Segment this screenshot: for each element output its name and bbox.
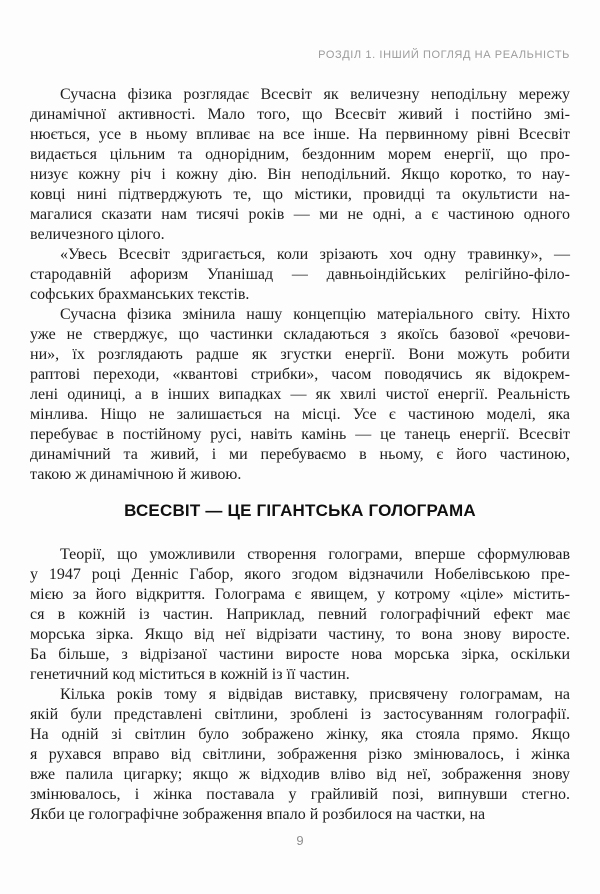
body-text	[30, 85, 570, 825]
text-line: динамічний та живий, і ми перебуваємо в ньому, є його частиною,	[30, 446, 570, 463]
text-line: такою ж динамічною й живою.	[30, 466, 242, 483]
text-line: вже палила цигарку; якщо ж відходив вліво від неї, зображення знову	[30, 766, 570, 783]
text-line: На одній зі світлин було зображено жінку, яка стояла прямо. Якщо	[30, 726, 570, 743]
text-line: нюється, усе в ньому впливає на все інше. На первинному рівні Всесвіт	[30, 126, 570, 143]
text-block-after-heading	[30, 545, 570, 825]
text-line: динамічної активності. Мало того, що Всесвіт живий і постійно змі-	[30, 106, 570, 123]
text-line: якій були представлені світлини, зроблені із застосуванням голографії.	[30, 706, 570, 723]
paragraph	[30, 685, 570, 825]
text-line: низує кожну річ і кожну дію. Він неподільний. Якщо коротко, то нау-	[30, 166, 570, 183]
text-line: магалися сказати нам тисячі років — ми не одні, а є частиною одного	[30, 206, 570, 223]
text-line: у 1947 році Денніс Габор, якого згодом відзначили Нобелівською пре-	[30, 566, 570, 583]
paragraph	[30, 545, 570, 685]
text-line: стародавній афоризм Упанішад — давньоіндійських релігійно-філо-	[30, 266, 570, 283]
running-head: РОЗДІЛ 1. ІНШИЙ ПОГЛЯД НА РЕАЛЬНІСТЬ	[318, 49, 570, 61]
text-line: «Увесь Всесвіт здригається, коли зрізають хоч одну травинку», —	[60, 246, 570, 263]
text-line: змінювалось, і жінка поставала у грайливій позі, випнувши стегно.	[30, 786, 570, 803]
text-line: ни», їх розглядають радше як згустки енергії. Вони можуть робити	[30, 346, 570, 363]
paragraph	[30, 85, 570, 245]
text-line: я рухався вправо від світлини, зображення різко змінювалось, і жінка	[30, 746, 570, 763]
paragraph	[30, 245, 570, 305]
text-line: лені одиниці, а в інших випадках — як хвилі чистої енергії. Реальність	[30, 386, 570, 403]
text-line: Сучасна фізика розглядає Всесвіт як величезну неподільну мережу	[60, 86, 570, 103]
text-line: софських брахманських текстів.	[30, 286, 250, 303]
section-heading: ВСЕСВІТ — ЦЕ ГІГАНТСЬКА ГОЛОГРАМА	[124, 501, 476, 520]
text-line: Сучасна фізика змінила нашу концепцію матеріального світу. Ніхто	[60, 306, 570, 323]
text-line: генетичний код міститься в кожній із її частин.	[30, 666, 350, 683]
text-line: Теорії, що уможливили створення голограми, вперше сформулював	[60, 546, 570, 563]
text-line: ся в кожній із частин. Наприклад, певний голографічний ефект має	[30, 606, 570, 623]
text-line: раптові переходи, «квантові стрибки», часом поводячись як відокрем-	[30, 366, 570, 383]
text-line: мією за його відкриття. Голограма є явищем, у котрому «ціле» містить-	[30, 586, 570, 603]
text-line: Кілька років тому я відвідав виставку, присвячену голограмам, на	[60, 686, 570, 703]
text-line: ковці нині підтверджують те, що містики, провидці та окультисти на-	[30, 186, 570, 203]
text-line: мінлива. Ніщо не залишається на місці. Усе є частиною моделі, яка	[30, 406, 570, 423]
text-line: величезного цілого.	[30, 226, 165, 243]
text-line: перебуває в постійному русі, навіть камінь — це танець енергії. Всесвіт	[30, 426, 570, 443]
text-line: Якби це голографічне зображення впало й розбилося на частки, на	[30, 806, 486, 823]
text-line: Ба більше, з відрізаної частини виросте нова морська зірка, оскільки	[30, 646, 570, 663]
text-line: уже не стверджує, що частинки складаються з якоїсь базової «речови-	[30, 326, 570, 343]
page-number: 9	[296, 833, 304, 848]
paragraph	[30, 305, 570, 485]
text-line: видається цільним та однорідним, бездонним морем енергії, що про-	[30, 146, 570, 163]
text-line: морська зірка. Якщо від неї відрізати частину, то вона знову виросте.	[30, 626, 570, 643]
text-block-before-heading	[30, 85, 570, 485]
